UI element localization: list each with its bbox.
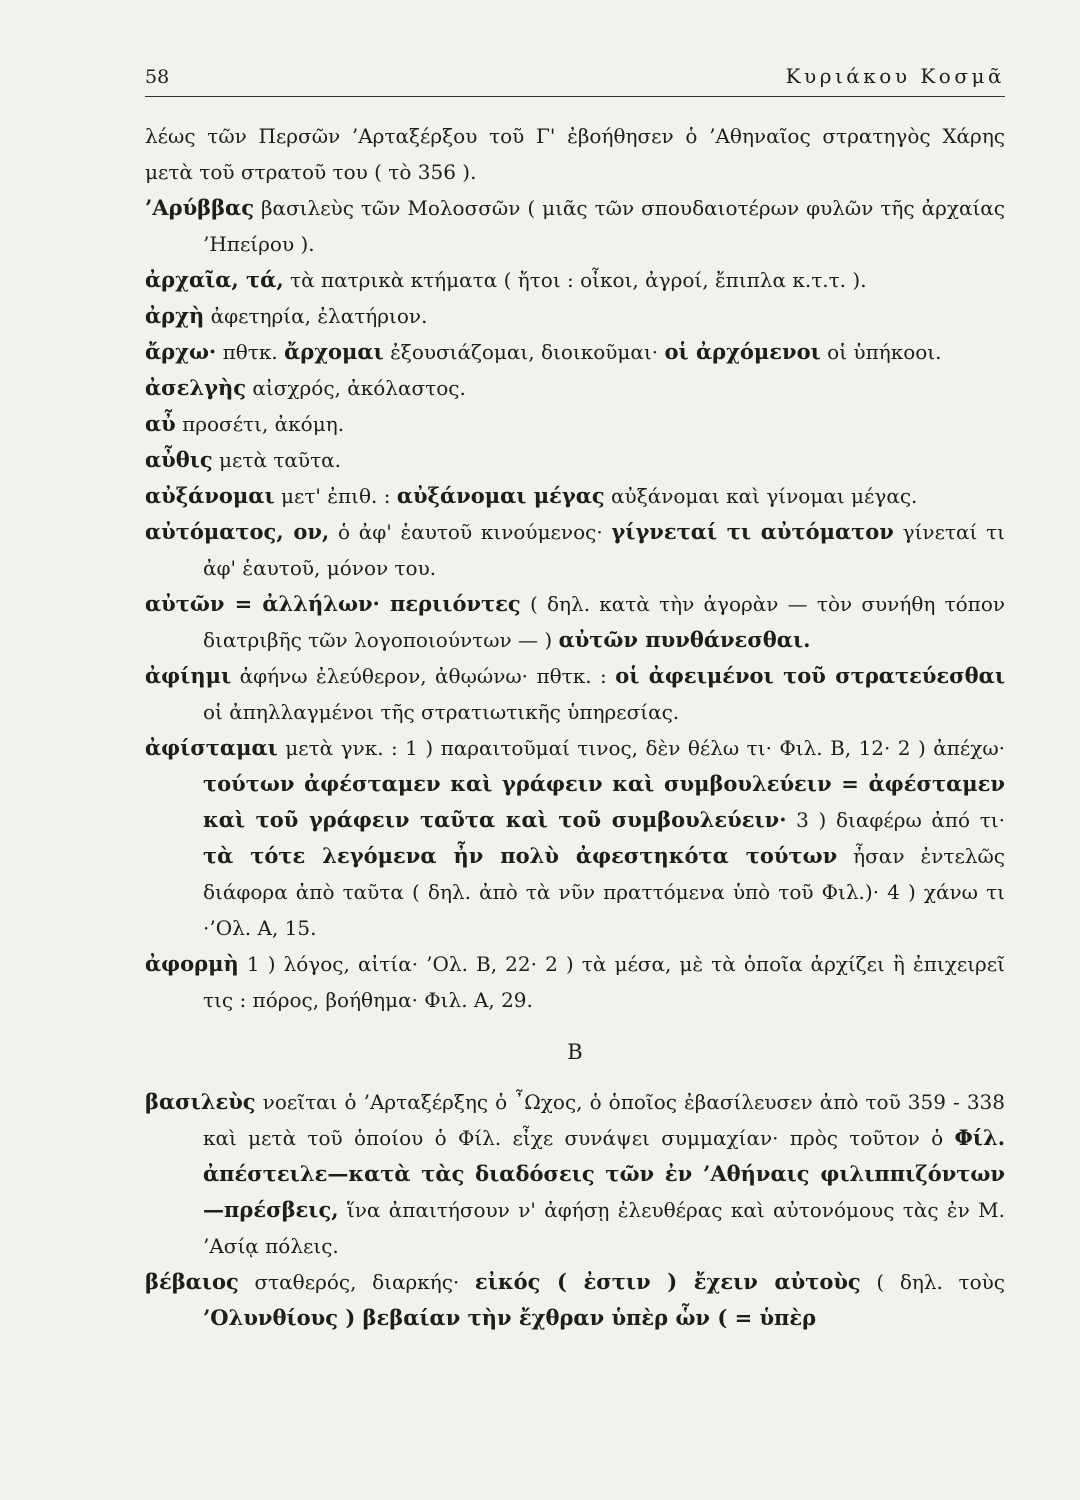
entry: ’Αρύββας βασιλεὺς τῶν Μολοσσῶν ( μιᾶς τῶν σπουδαιοτέρων φυλῶν τῆς ἀρχαίας ’Ηπείρου ). bbox=[145, 195, 1006, 256]
entry: ἄρχω· πθτκ. ἄρχομαι ἐξουσιάζομαι, διοικοῦμαι· οἱ ἀρχόμενοι οἱ ὑπήκοοι. bbox=[145, 339, 942, 364]
entry: ἀρχαῖα, τά, τὰ πατρικὰ κτήματα ( ἤτοι : οἶκοι, ἀγροί, ἔπιπλα κ.τ.τ. ). bbox=[145, 267, 867, 292]
entry: ἀφίημι ἀφήνω ἐλεύθερον, ἀθῳώνω· πθτκ. : οἱ ἀφειμένοι τοῦ στρατεύεσθαι οἱ ἀπηλλαγμένοι τῆς στρατιωτικῆς ὑπηρεσίας. bbox=[145, 663, 1005, 724]
running-title: Κυριάκου Κοσμᾶ bbox=[785, 64, 1005, 88]
entry: ἀφορμὴ 1 ) λόγος, αἰτία· ’Ολ. Β, 22· 2 ) τὰ μέσα, μὲ τὰ ὁποῖα ἀρχίζει ἢ ἐπιχειρεῖ τις : πόρος, βοήθημα· Φιλ. Α, 29. bbox=[145, 951, 1005, 1012]
entry: αὐτῶν = ἀλλήλων· περιιόντες ( δηλ. κατὰ τὴν ἀγορὰν — τὸν συνήθη τόπον διατριβῆς τῶν λογοποιούντων — ) αὐτῶν πυνθάνεσθαι. bbox=[145, 591, 1006, 652]
entry: ἀσελγὴς αἰσχρός, ἀκόλαστος. bbox=[145, 375, 466, 400]
dictionary-content bbox=[145, 118, 1005, 1336]
entry: αὐτόματος, ον, ὁ ἀφ' ἑαυτοῦ κινούμενος· γίγνεταί τι αὐτόματον γίνεταί τι ἀφ' ἑαυτοῦ, μόνον του. bbox=[145, 519, 1005, 580]
entry: αὐξάνομαι μετ' ἐπιθ. : αὐξάνομαι μέγας αὐξάνομαι καὶ γίνομαι μέγας. bbox=[145, 483, 918, 508]
entry: ἀφίσταμαι μετὰ γνκ. : 1 ) παραιτοῦμαί τινος, δὲν θέλω τι· Φιλ. Β, 12· 2 ) ἀπέχω· τούτων ἀφέσταμεν καὶ γράφειν καὶ συμβουλεύειν = ἀφέσταμεν καὶ τοῦ γράφειν ταῦτα καὶ τοῦ συμβουλεύειν· 3 ) διαφέρω ἀπό τι· τὰ τότε λεγόμενα ἦν πολὺ ἀφεστηκότα τούτων ἦσαν ἐντελῶς διάφορα ἀπὸ ταῦτα ( δηλ. ἀπὸ τὰ νῦν πραττόμενα ὑπὸ τοῦ Φιλ.)· 4 ) χάνω τι ·’Ολ. Α, 15. bbox=[145, 735, 1005, 940]
entry: ἀρχὴ ἀφετηρία, ἐλατήριον. bbox=[145, 303, 428, 328]
entry: αὖ προσέτι, ἀκόμη. bbox=[145, 411, 345, 436]
entry: βασιλεὺς νοεῖται ὁ ’Αρταξέρξης ὁ ῏Ωχος, ὁ ὁποῖος ἐβασίλευσεν ἀπὸ τοῦ 359 - 338 καὶ μετὰ τοῦ ὁποίου ὁ Φίλ. εἶχε συνάψει συμμαχίαν· πρὸς τοῦτον ὁ Φίλ. ἀπέστειλε—κατὰ τὰς διαδόσεις τῶν ἐν ’Αθήναις φιλιππιζόντων—πρέσβεις, ἵνα ἀπαιτήσουν ν' ἀφήσῃ ἐλευθέρας καὶ αὐτονόμους τὰς ἐν Μ. ’Ασίᾳ πόλεις. bbox=[145, 1089, 1006, 1258]
entry-continuation: λέως τῶν Περσῶν ’Αρταξέρξου τοῦ Γ' ἐβοήθησεν ὁ ’Αθηναῖος στρατηγὸς Χάρης μετὰ τοῦ στρατοῦ του ( τὸ 356 ). bbox=[145, 124, 1005, 184]
page-header bbox=[145, 62, 1005, 97]
entry: αὖθις μετὰ ταῦτα. bbox=[145, 447, 341, 472]
section-letter: Β bbox=[567, 1040, 583, 1064]
page-number: 58 bbox=[145, 66, 170, 88]
entry: βέβαιος σταθερός, διαρκής· εἰκός ( ἐστιν ) ἔχειν αὐτοὺς ( δηλ. τοὺς ’Ολυνθίους ) βεβαίαν τὴν ἔχθραν ὑπὲρ ὧν ( = ὑπὲρ bbox=[145, 1269, 1005, 1330]
